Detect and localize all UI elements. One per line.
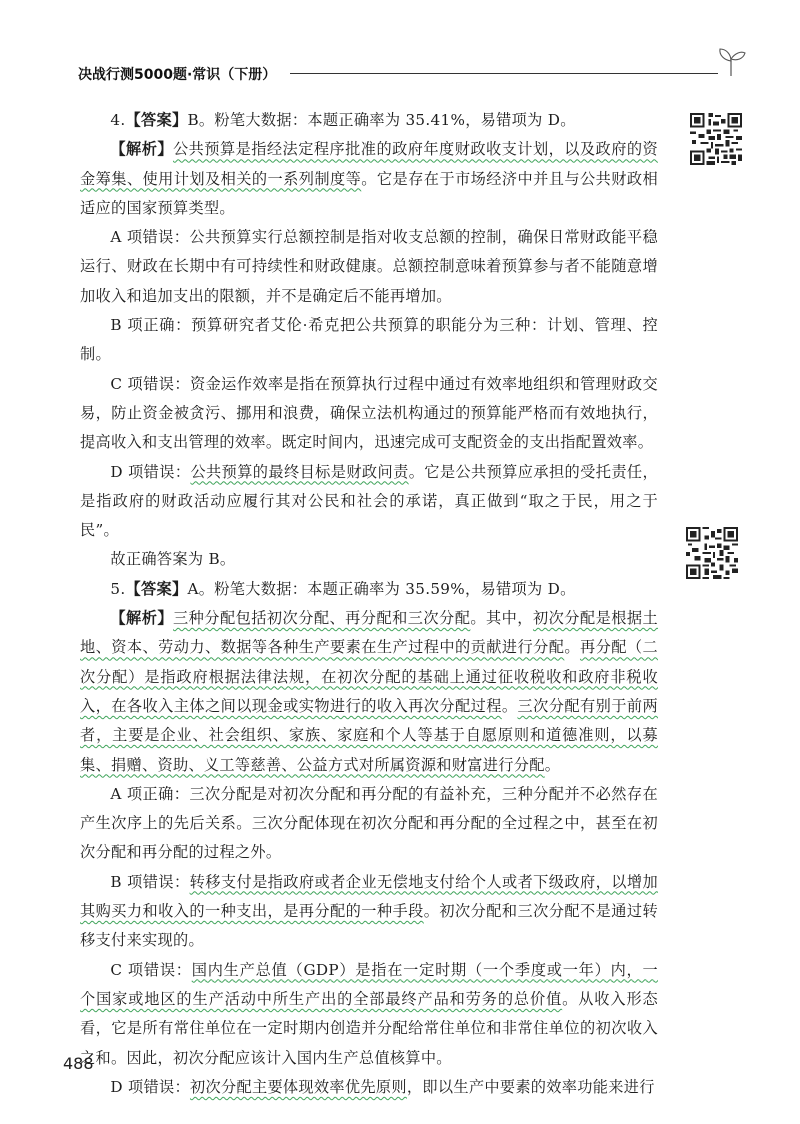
key-point: 公共预算的最终目标是财政问责 (190, 462, 409, 481)
sprout-icon (714, 44, 748, 78)
key-point: 初次分配主要体现效率优先原则 (189, 1077, 407, 1096)
q4-answer-text: B。粉笔大数据：本题正确率为 35.41%，易错项为 D。 (187, 111, 576, 129)
q4-option-c: C 项错误：资金运作效率是指在预算执行过程中通过有效率地组织和管理财政交易，防止资金被贪污、挪用和浪费，确保立法机构通过的预算能严格而有效地执行，提高收入和支出管理的效率。既定时间内，迅速完成可支配资金的支出指配置效率。 (80, 374, 658, 452)
q5-option-c: C 项错误：国内生产总值（GDP）是指在一定时期（一个季度或一年）内，一个国家或地区的生产活动中所生产出的全部最终产品和劳务的总价值。从收入形态看，它是所有常住单位在一定时期内创造并分配给常住单位和非常住单位的初次收入之和。因此，初次分配应该计入国内生产总值核算中。 (80, 960, 659, 1067)
key-point: 三种分配包括初次分配、再分配和三次分配 (173, 609, 471, 628)
key-point: 国内生产总值（GDP）是指在一定时期（一个季度或一年）内，一个国家或地区的生产活动中所生产出的全部最终产品和劳务的总价值 (80, 960, 658, 1008)
q5-option-a: A 项正确：三次分配是对初次分配和再分配的有益补充，三种分配并不必然存在产生次序上的先后关系。三次分配体现在初次分配和再分配的全过程之中，甚至在初次分配和再分配的过程之外。 (80, 784, 658, 862)
key-point: 转移支付是指政府或者企业无偿地支付给个人或者下级政府，以增加其购买力和收入的一种支出，是再分配的一种手段 (80, 872, 659, 921)
q5-option-d: D 项错误：初次分配主要体现效率优先原则，即以生产中要素的效率功能来进行 (110, 1077, 655, 1096)
q4-option-a: A 项错误：公共预算实行总额控制是指对收支总额的控制，确保日常财政能平稳运行、财政在长期中有可持续性和财政健康。总额控制意味着预算参与者不能随意增加收入和追加支出的限额，并不是确定后不能再增加。 (80, 228, 658, 305)
q5-number: 5. (110, 579, 126, 598)
q4-option-b: B 项正确：预算研究者艾伦·希克把公共预算的职能分为三种：计划、管理、控制。 (80, 316, 658, 364)
running-header (78, 62, 748, 86)
q5-answer-line (80, 575, 658, 604)
header-rule (290, 73, 718, 74)
qr-code-icon[interactable] (686, 527, 738, 579)
key-point: 三次分配有别于前两者，主要是企业、社会组织、家族、家庭和个人等基于自愿原则和道德准则，以募集、捐赠、资助、义工等慈善、公益方式对所属资源和财富进行分配 (80, 696, 658, 774)
qr-code-icon[interactable] (690, 113, 742, 165)
key-point: 公共预算是指经法定程序批准的政府年度财政收支计划，以及政府的资金筹集、使用计划及相关的一系列制度等 (80, 140, 658, 188)
q5-answer-text: A。粉笔大数据：本题正确率为 35.59%，易错项为 D。 (187, 579, 576, 598)
key-point: 再分配（二次分配）是指政府根据法律法规，在初次分配的基础上通过征收税收和政府非税收入，在各收入主体之间以现金或实物进行的收入再次分配过程 (80, 638, 658, 715)
analysis-tag: 【解析】 (110, 609, 173, 628)
q4-number: 4. (110, 111, 126, 129)
key-point: 初次分配是根据土地、资本、劳动力、数据等各种生产要素在生产过程中的贡献进行分配 (80, 609, 659, 657)
q4-analysis: 【解析】公共预算是指经法定程序批准的政府年度财政收支计划，以及政府的资金筹集、使用计划及相关的一系列制度等。它是存在于市场经济中并且与公共财政相适应的国家预算类型。 (80, 140, 658, 217)
book-title: 决战行测5000题·常识（下册） (78, 67, 277, 83)
analysis-tag: 【解析】 (110, 140, 173, 159)
q4-option-d: D 项错误：公共预算的最终目标是财政问责。它是公共预算应承担的受托责任，是指政府的财政活动应履行其对公民和社会的承诺，真正做到“取之于民，用之于民”。 (80, 462, 658, 540)
answer-tag: 【答案】 (125, 579, 188, 598)
q4-answer-line (80, 106, 658, 135)
answer-tag: 【答案】 (125, 111, 188, 129)
q5-option-b: B 项错误：转移支付是指政府或者企业无偿地支付给个人或者下级政府，以增加其购买力和收入的一种支出，是再分配的一种手段。初次分配和三次分配不是通过转移支付来实现的。 (80, 872, 659, 950)
answer-explanations (80, 106, 658, 1102)
page-number: 488 (63, 1054, 94, 1073)
q5-analysis: 【解析】三种分配包括初次分配、再分配和三次分配。其中，初次分配是根据土地、资本、劳动力、数据等各种生产要素在生产过程中的贡献进行分配。再分配（二次分配）是指政府根据法律法规，在初次分配的基础上通过征收税收和政府非税收入，在各收入主体之间以现金或实物进行的收入再次分配过程。三次分配有别于前两者，主要是企业、社会组织、家族、家庭和个人等基于自愿原则和道德准则，以募集、捐赠、资助、义工等慈善、公益方式对所属资源和财富进行分配。 (80, 609, 659, 774)
q4-conclusion: 故正确答案为 B。 (110, 550, 236, 569)
